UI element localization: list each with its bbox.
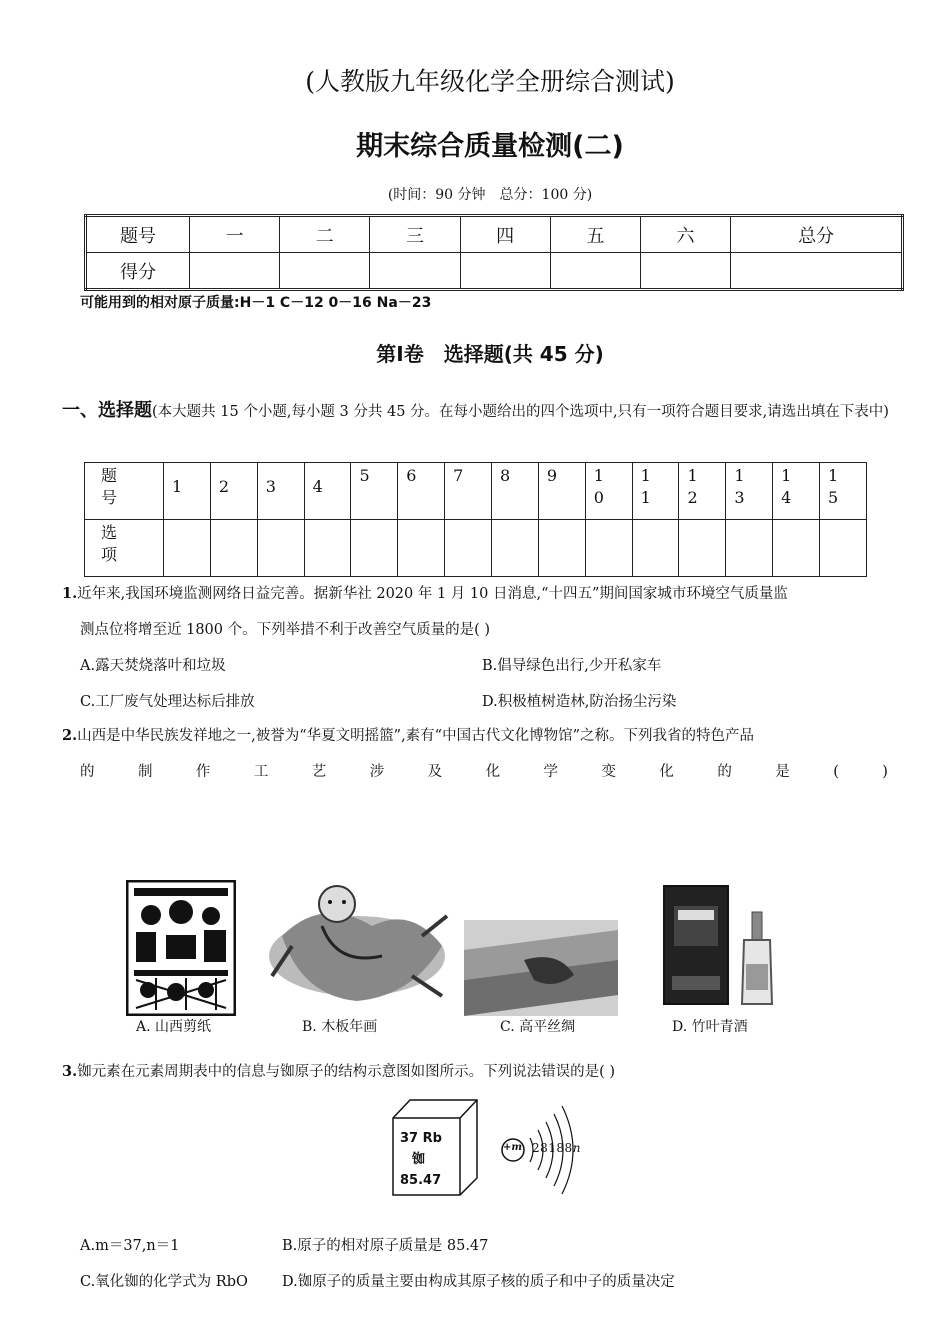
char: ) (882, 764, 888, 780)
answer-number-row (85, 463, 867, 520)
label-char: 项 (101, 545, 118, 564)
label-char: 题 (101, 466, 118, 485)
caption-b: B. 木板年画 (302, 1019, 378, 1035)
char: 的 (80, 764, 95, 780)
element-number-symbol: 37 Rb (400, 1131, 442, 1146)
answer-table (84, 462, 867, 577)
score-blank[interactable] (731, 253, 903, 290)
element-box (392, 1098, 478, 1196)
section1-instructions (62, 392, 892, 431)
char: 工 (253, 764, 269, 780)
num-char: 2 (218, 477, 230, 496)
num-char: 5 (828, 488, 839, 507)
answer-blank[interactable] (164, 520, 211, 577)
element-mass: 85.47 (400, 1173, 442, 1188)
num-char: 2 (687, 488, 698, 507)
num-char: 1 (734, 466, 745, 485)
time-info: (时间：90 分钟 总分：100 分) (387, 187, 593, 203)
question-3 (62, 1054, 892, 1090)
char: 艺 (311, 764, 327, 780)
char: 学 (543, 764, 558, 780)
num-char: 3 (265, 477, 276, 496)
exam-subtitle: (人教版九年级化学全册综合测试) (305, 67, 675, 96)
answer-num (257, 463, 304, 520)
answer-num (210, 463, 257, 520)
num-char: 1 (781, 466, 792, 485)
option-d[interactable]: D.铷原子的质量主要由构成其原子核的质子和中子的质量决定 (282, 1274, 675, 1290)
answer-blank[interactable] (304, 520, 351, 577)
option-b[interactable]: B.原子的相对原子质量是 85.47 (282, 1238, 489, 1254)
answer-num (398, 463, 445, 520)
question-text: 铷元素在元素周期表中的信息与铷原子的结构示意图如图所示。下列说法错误的是( ) (77, 1064, 616, 1080)
answer-num (351, 463, 398, 520)
num-char: 3 (734, 488, 745, 507)
num-char: 5 (359, 466, 370, 485)
num-char: 1 (687, 466, 698, 485)
question-2 (62, 718, 892, 790)
num-char: 4 (312, 477, 323, 496)
outer-shell-var: n (572, 1141, 581, 1155)
answer-blank[interactable] (632, 520, 679, 577)
question-text: 测点位将增至近 1800 个。下列举措不利于改善空气质量的是( ) (80, 622, 491, 638)
num-char: 9 (546, 466, 558, 485)
question-text: 山西是中华民族发祥地之一,被誉为“华夏文明摇篮”,素有“中国古代文化博物馆”之称。下列我省的特色产品 (77, 728, 755, 744)
num-char: 7 (453, 466, 464, 485)
num-char: 1 (828, 466, 839, 485)
answer-choice-row (85, 520, 867, 577)
answer-blank[interactable] (679, 520, 726, 577)
liquor-image (660, 884, 780, 1008)
electron-shells (532, 1141, 581, 1155)
section1-label: 一、选择题 (62, 400, 152, 421)
label-char: 选 (101, 523, 118, 542)
option-a[interactable]: A.m＝37,n＝1 (80, 1238, 180, 1254)
papercut-image (126, 880, 236, 1016)
answer-blank[interactable] (351, 520, 398, 577)
atom-diagram (500, 1102, 580, 1198)
answer-num (820, 463, 867, 520)
answer-num (679, 463, 726, 520)
question-3-options (80, 1228, 900, 1300)
answer-num (164, 463, 211, 520)
char: 作 (195, 764, 211, 780)
answer-num (304, 463, 351, 520)
caption-c: C. 高平丝绸 (500, 1019, 576, 1035)
score-cell: 六 (640, 216, 730, 253)
num-char: 1 (640, 466, 651, 485)
score-cell: 题号 (86, 216, 190, 253)
answer-num (726, 463, 773, 520)
score-cell: 二 (280, 216, 370, 253)
exam-title: 期末综合质量检测(二) (356, 131, 624, 162)
answer-blank[interactable] (585, 520, 632, 577)
score-blank[interactable] (550, 253, 640, 290)
char: 变 (601, 764, 616, 780)
question-text-spread (62, 754, 888, 790)
score-cell: 五 (550, 216, 640, 253)
char: 制 (137, 764, 153, 780)
question-number: 3. (62, 1063, 78, 1080)
answer-blank[interactable] (773, 520, 820, 577)
char: 是 (775, 764, 790, 780)
num-char: 1 (593, 466, 604, 485)
answer-num (632, 463, 679, 520)
answer-blank[interactable] (820, 520, 867, 577)
answer-num (445, 463, 492, 520)
part1-title: 第Ⅰ卷 选择题(共 45 分) (376, 342, 604, 366)
answer-num (585, 463, 632, 520)
option-c[interactable]: C.氧化铷的化学式为 RbO (80, 1274, 248, 1290)
answer-blank[interactable] (538, 520, 585, 577)
num-char: 4 (781, 488, 792, 507)
score-table (84, 214, 904, 291)
char: ( (833, 764, 839, 780)
score-cell: 总分 (731, 216, 903, 253)
answer-blank[interactable] (257, 520, 304, 577)
question-text: 近年来,我国环境监测网络日益完善。据新华社 2020 年 1 月 10 日消息,“十四五”期间国家城市环境空气质量监 (77, 586, 788, 602)
num-char: 6 (406, 466, 417, 485)
answer-blank[interactable] (492, 520, 539, 577)
silk-image (464, 920, 618, 1016)
answer-num (773, 463, 820, 520)
option-c[interactable]: C.工厂废气处理达标后排放 (80, 694, 255, 710)
char: 化 (485, 764, 501, 780)
score-cell: 一 (190, 216, 280, 253)
score-blank[interactable] (460, 253, 550, 290)
caption-d: D. 竹叶青酒 (672, 1019, 748, 1035)
score-blank[interactable] (370, 253, 460, 290)
num-char: 0 (593, 488, 604, 507)
woodblock-print-image (262, 876, 452, 1016)
answer-num (492, 463, 539, 520)
score-cell: 三 (370, 216, 460, 253)
section1-text: (本大题共 15 个小题,每小题 3 分共 45 分。在每小题给出的四个选项中,只有一项符合题目要求,请选出填在下表中) (152, 404, 889, 420)
label-char: 号 (101, 488, 118, 507)
answer-q-label (85, 463, 164, 520)
question-number: 1. (62, 585, 78, 602)
score-cell: 四 (460, 216, 550, 253)
char: 及 (427, 764, 443, 780)
option-d[interactable]: D.积极植树造林,防治扬尘污染 (482, 694, 677, 710)
score-blank[interactable] (190, 253, 280, 290)
num-char: 8 (500, 466, 511, 485)
answer-blank[interactable] (398, 520, 445, 577)
question-number: 2. (62, 727, 78, 744)
shell-counts: 28188 (532, 1141, 573, 1155)
answer-blank[interactable] (445, 520, 492, 577)
atomic-masses: 可能用到的相对原子质量:H－1 C－12 0－16 Na－23 (80, 295, 432, 311)
question-1 (62, 576, 892, 720)
answer-blank[interactable] (210, 520, 257, 577)
answer-a-label (85, 520, 164, 577)
score-header-row (86, 216, 903, 253)
nucleus-charge: +m (503, 1142, 522, 1153)
char: 涉 (369, 764, 385, 780)
score-row (86, 253, 903, 290)
char: 的 (717, 764, 732, 780)
char: 化 (659, 764, 674, 780)
element-name: 铷 (412, 1152, 426, 1167)
score-blank[interactable] (280, 253, 370, 290)
answer-blank[interactable] (726, 520, 773, 577)
score-blank[interactable] (640, 253, 730, 290)
num-char: 1 (640, 488, 651, 507)
option-a[interactable]: A.露天焚烧落叶和垃圾 (80, 658, 226, 674)
option-b[interactable]: B.倡导绿色出行,少开私家车 (482, 658, 662, 674)
answer-num (538, 463, 585, 520)
score-label: 得分 (86, 253, 190, 290)
num-char: 1 (172, 477, 183, 496)
caption-a: A. 山西剪纸 (136, 1019, 212, 1035)
